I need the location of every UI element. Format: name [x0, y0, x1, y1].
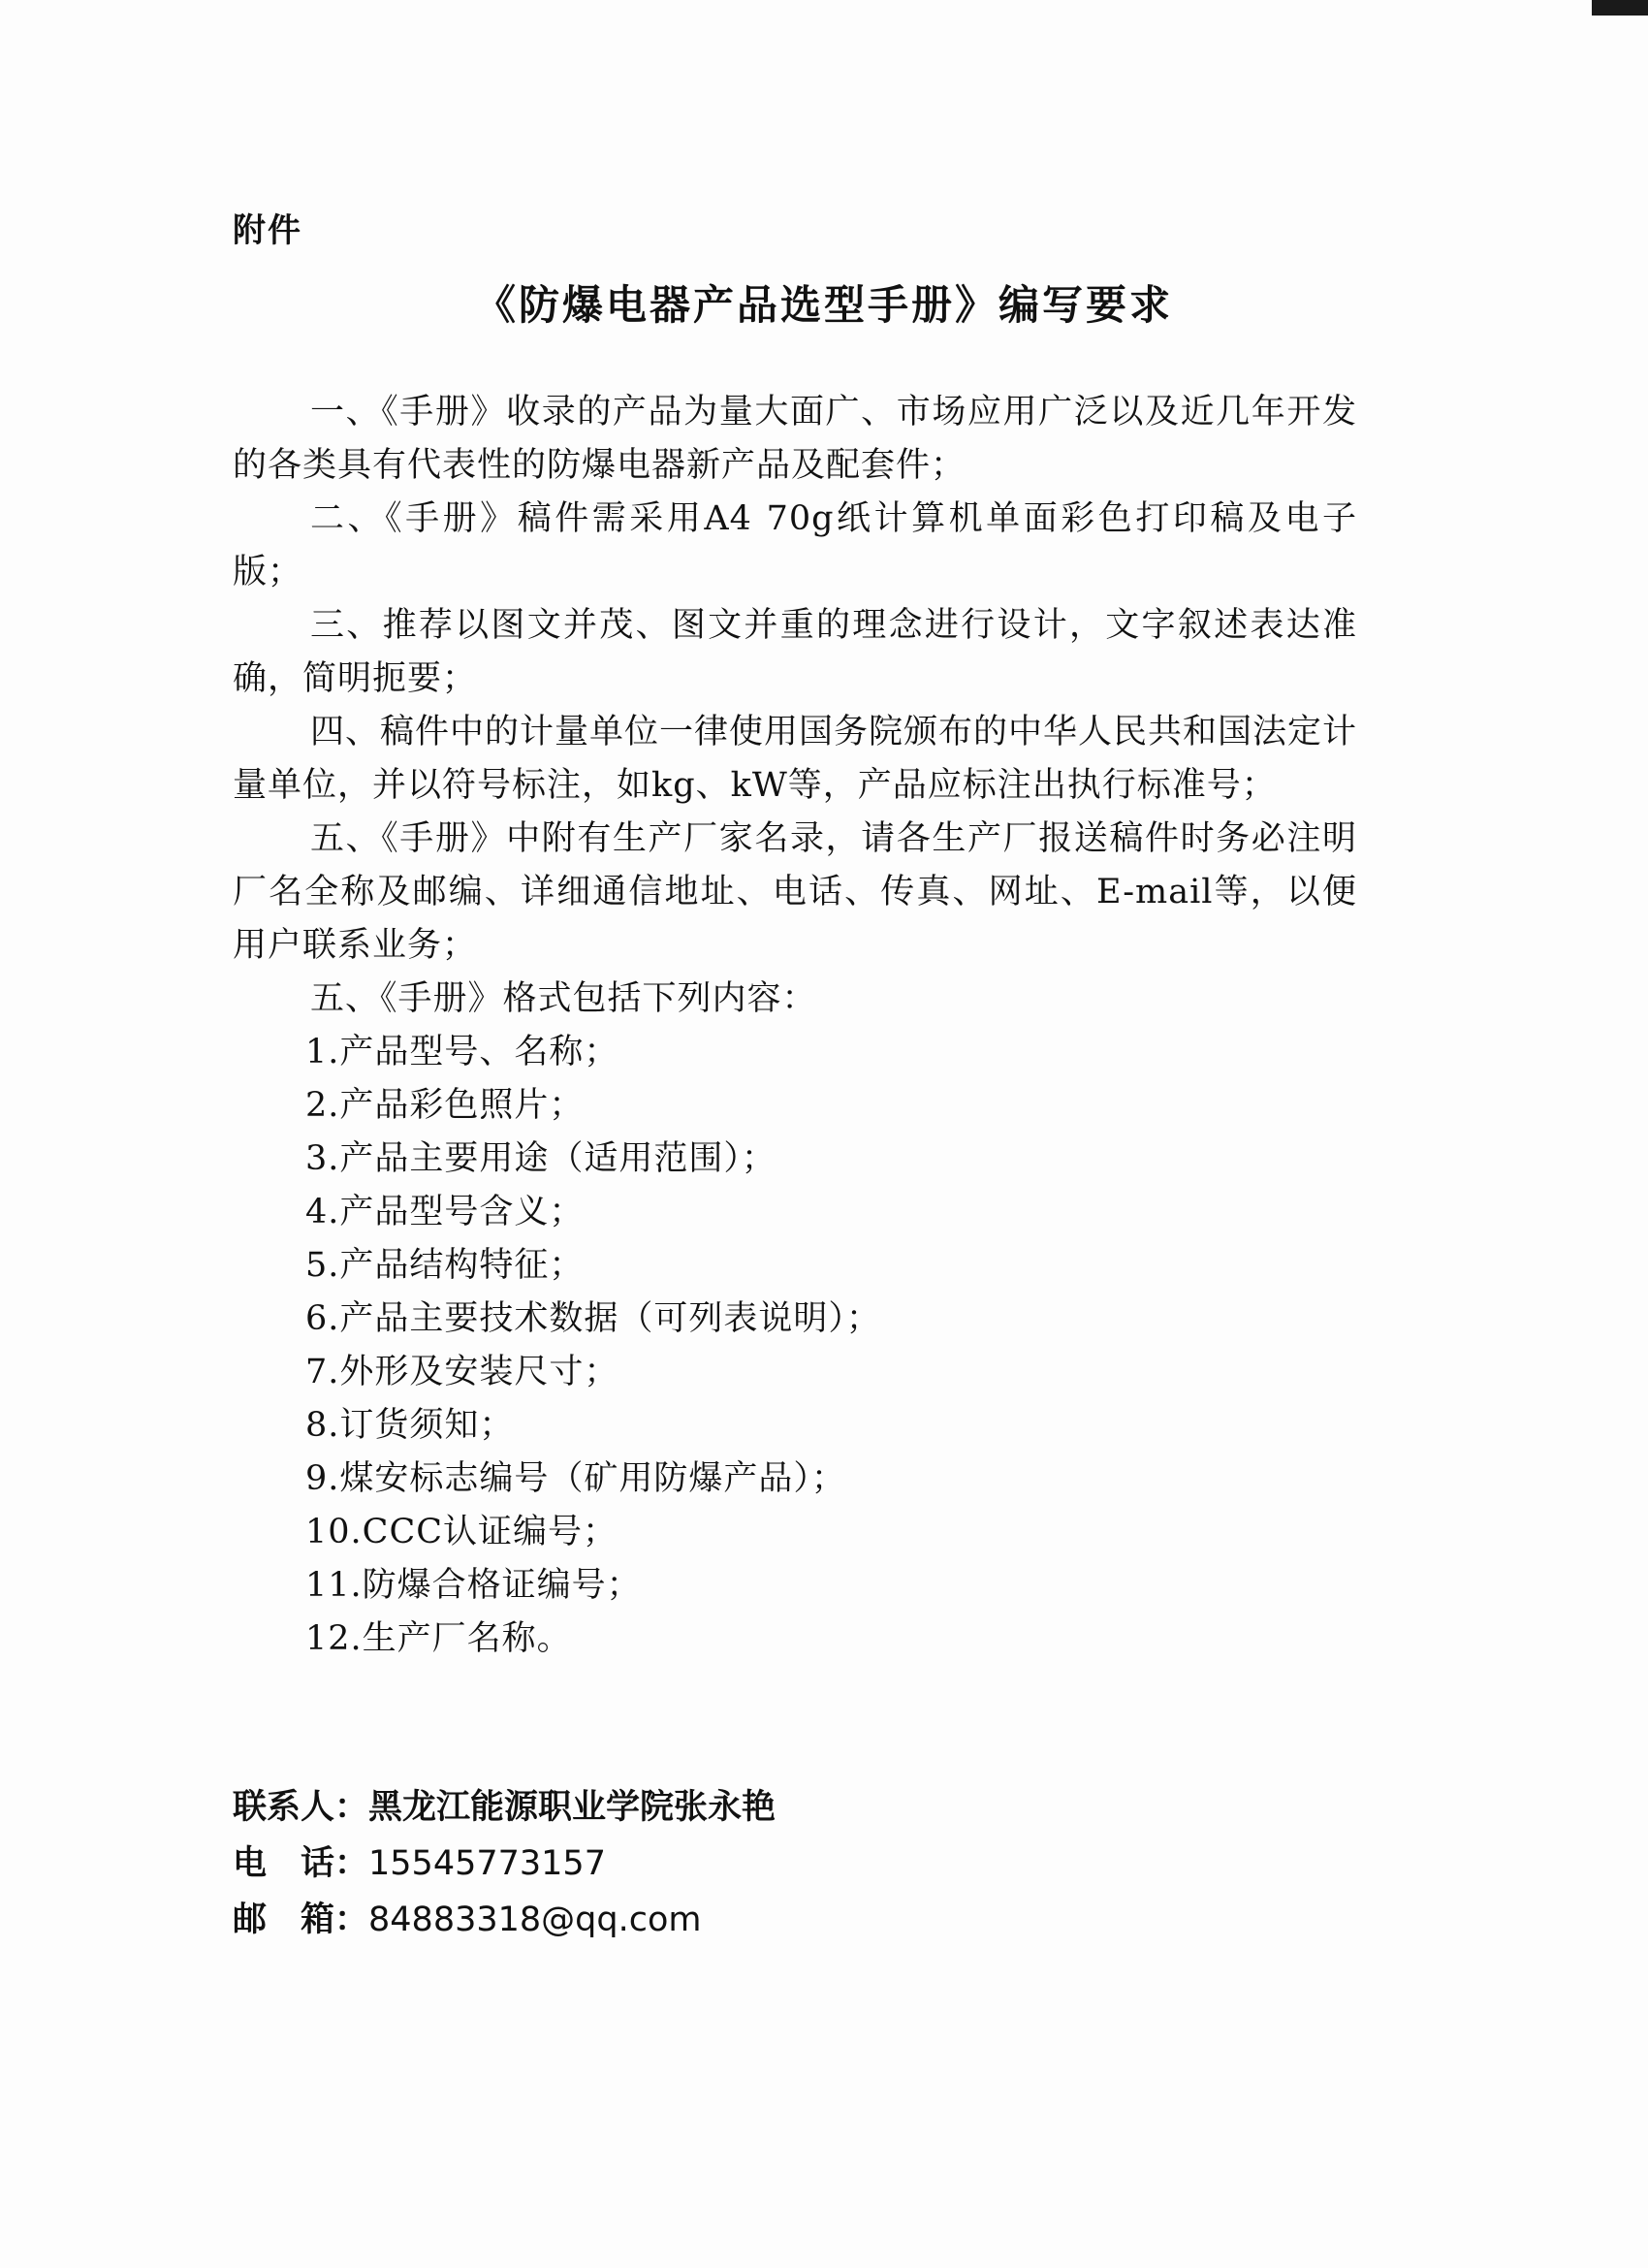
paragraph-6: 五、《手册》格式包括下列内容： [310, 979, 817, 1018]
format-item: 12.生产厂名称。 [305, 1619, 572, 1658]
format-item: 4.产品型号含义； [305, 1193, 585, 1231]
format-item: 10.CCC认证编号； [305, 1513, 618, 1551]
contact-email [233, 1892, 776, 1948]
paragraph-3: 三、推荐以图文并茂、图文并重的理念进行设计，文字叙述表达准确，简明扼要； [233, 606, 1357, 698]
contact-person-value: 黑龙江能源职业学院张永艳 [368, 1788, 776, 1827]
paragraph-1: 一、《手册》收录的产品为量大面广、市场应用广泛以及近几年开发的各类具有代表性的防爆电器新产品及配套件； [233, 393, 1357, 485]
contact-person [233, 1779, 776, 1836]
contact-phone-value: 15545773157 [368, 1844, 606, 1883]
document-body [233, 386, 1357, 1666]
contact-email-label: 邮 箱： [233, 1901, 369, 1939]
format-item: 1.产品型号、名称； [305, 1033, 619, 1071]
format-item: 2.产品彩色照片； [305, 1086, 585, 1125]
format-item: 3.产品主要用途（适用范围）； [305, 1139, 776, 1178]
attachment-label: 附件 [233, 211, 302, 250]
contact-block [233, 1779, 776, 1948]
contact-phone [233, 1836, 776, 1892]
contact-phone-label: 电 话： [233, 1844, 369, 1883]
document-title: 《防爆电器产品选型手册》编写要求 [474, 281, 1173, 329]
paragraph-2: 二、《手册》稿件需采用A4 70g纸计算机单面彩色打印稿及电子版； [233, 499, 1357, 591]
format-item: 7.外形及安装尺寸； [305, 1353, 619, 1391]
format-item: 9.煤安标志编号（矿用防爆产品）； [305, 1459, 846, 1498]
format-item: 8.订货须知； [305, 1406, 515, 1445]
format-list [233, 1026, 1357, 1666]
paragraph-4: 四、稿件中的计量单位一律使用国务院颁布的中华人民共和国法定计量单位，并以符号标注，如kg、kW等，产品应标注出执行标准号； [233, 713, 1358, 805]
contact-person-label: 联系人： [233, 1788, 369, 1827]
format-item: 5.产品结构特征； [305, 1246, 585, 1285]
format-item: 11.防爆合格证编号； [305, 1566, 642, 1605]
paragraph-5: 五、《手册》中附有生产厂家名录，请各生产厂报送稿件时务必注明厂名全称及邮编、详细通信地址、电话、传真、网址、E-mail等，以便用户联系业务； [233, 819, 1357, 965]
format-item: 6.产品主要技术数据（可列表说明）； [305, 1299, 881, 1338]
scan-corner-mark [1592, 0, 1648, 16]
contact-email-value: 84883318@qq.com [368, 1901, 702, 1939]
